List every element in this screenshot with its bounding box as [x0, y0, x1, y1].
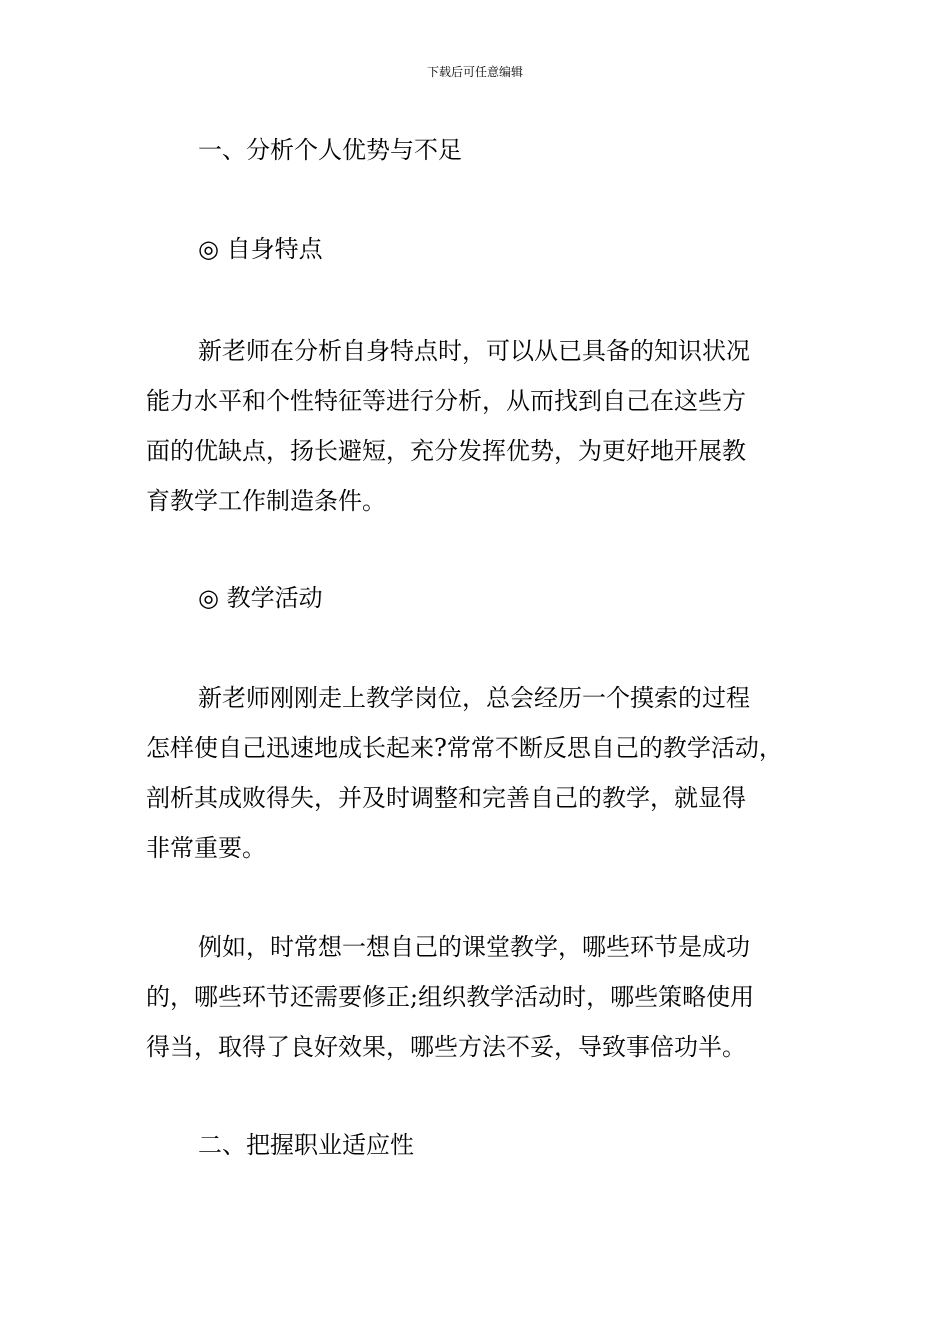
- section-heading-1: 一、分析个人优势与不足: [198, 136, 462, 164]
- paragraph-self-traits: [146, 326, 810, 526]
- subheading-teaching-activities: ◎ 教学活动: [198, 584, 323, 612]
- paragraph-line: 新老师在分析自身特点时，可以从已具备的知识状况: [198, 337, 750, 365]
- paragraph-line: 剖析其成败得失，并及时调整和完善自己的教学，就显得: [146, 784, 746, 812]
- page-header: 下载后可任意编辑: [426, 65, 523, 79]
- paragraph-line: 的，哪些环节还需要修正;组织教学活动时，哪些策略使用: [146, 983, 755, 1011]
- paragraph-line: 例如，时常想一想自己的课堂教学，哪些环节是成功: [198, 933, 750, 961]
- paragraph-line: 面的优缺点，扬长避短，充分发挥优势，为更好地开展教: [146, 437, 746, 465]
- paragraph-example: [146, 922, 810, 1072]
- paragraph-line: 能力水平和个性特征等进行分析，从而找到自己在这些方: [146, 387, 746, 415]
- paragraph-line: 非常重要。: [146, 834, 266, 862]
- paragraph-line: 得当，取得了良好效果，哪些方法不妥，导致事倍功半。: [146, 1033, 746, 1061]
- paragraph-line: 育教学工作制造条件。: [146, 487, 386, 515]
- section-heading-2: 二、把握职业适应性: [198, 1131, 414, 1159]
- paragraph-line: 怎样使自己迅速地成长起来?常常不断反思自己的教学活动，: [146, 734, 783, 762]
- subheading-self-traits: ◎ 自身特点: [198, 235, 323, 263]
- paragraph-teaching-activities: [146, 673, 810, 873]
- paragraph-line: 新老师刚刚走上教学岗位，总会经历一个摸索的过程: [198, 684, 750, 712]
